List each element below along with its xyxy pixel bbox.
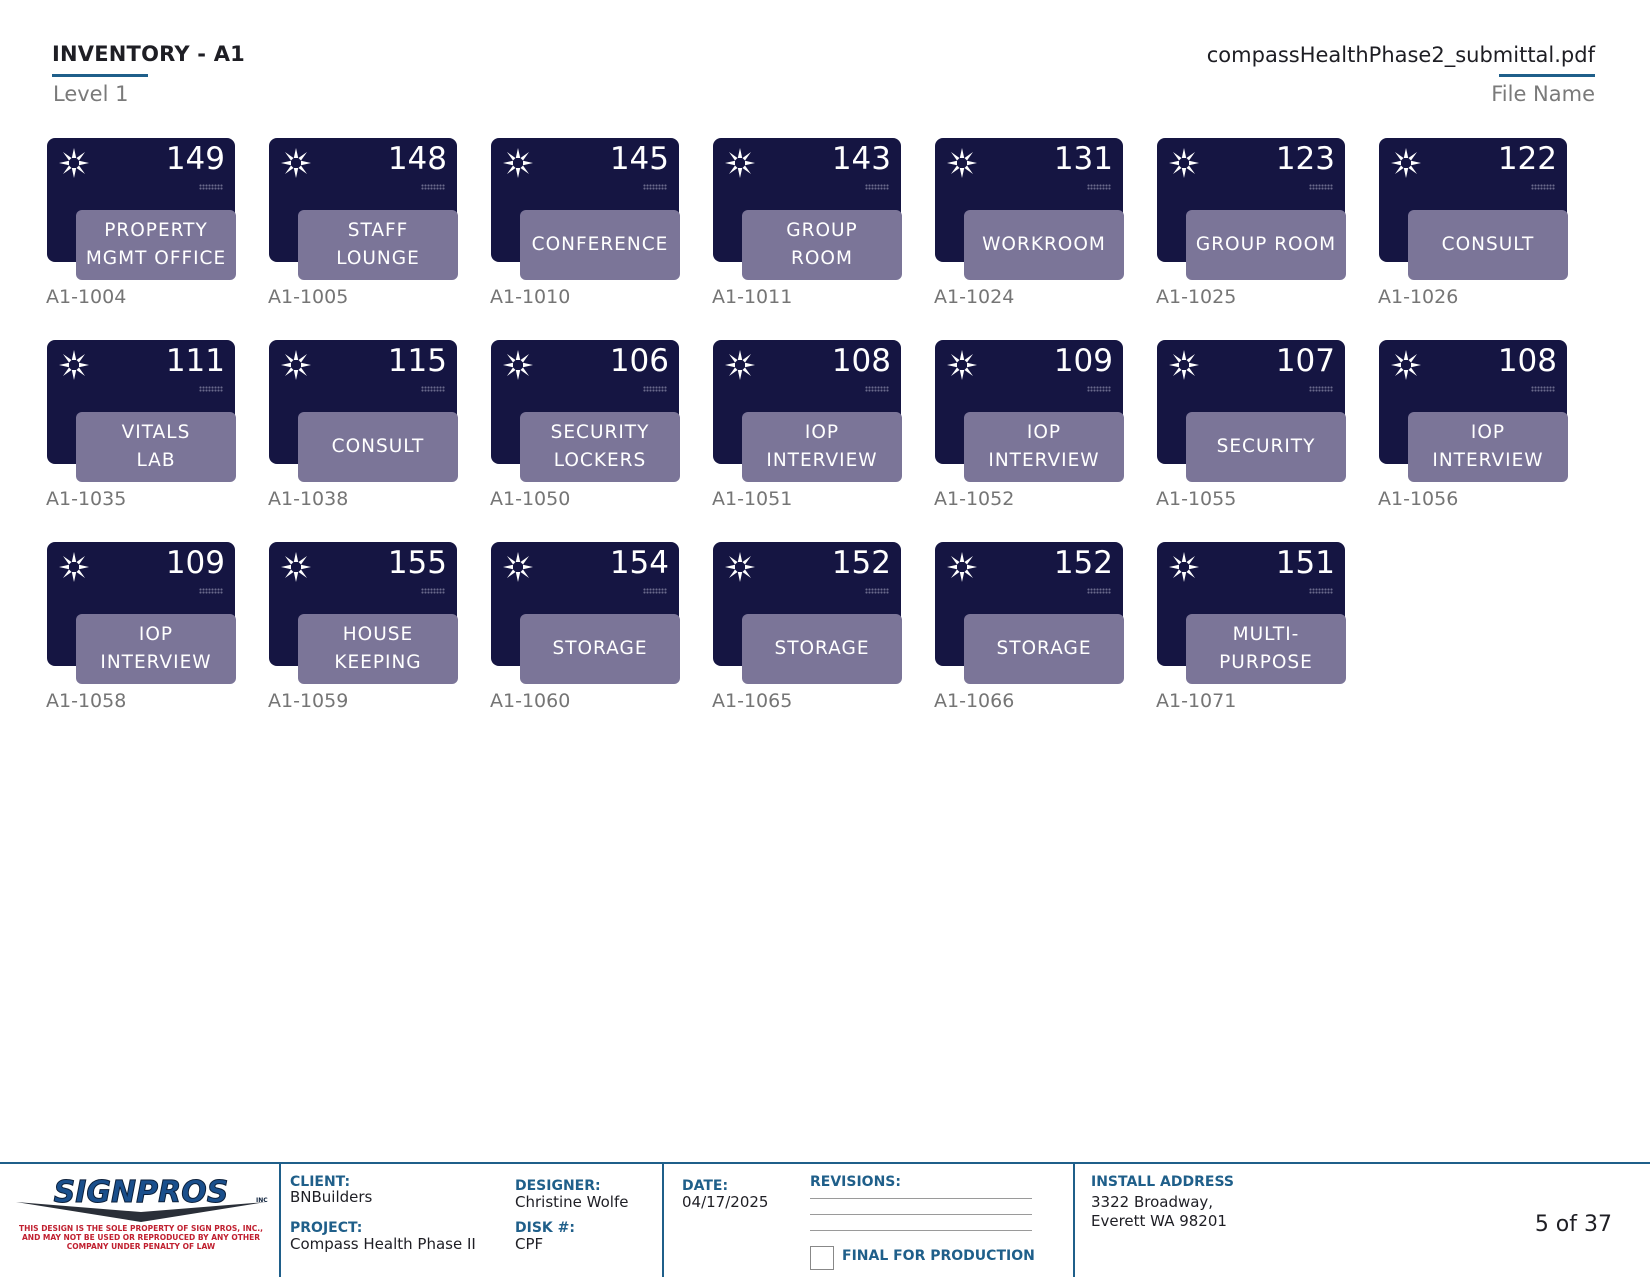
sign-code: A1-1010 [490, 286, 571, 308]
page-subtitle: Level 1 [53, 82, 129, 106]
file-name: compassHealthPhase2_submittal.pdf [1206, 43, 1595, 67]
room-number: 106 [609, 343, 669, 379]
sign-card-a1-1060[interactable] [490, 542, 680, 712]
install-address-line1: 3322 Broadway, [1091, 1193, 1214, 1211]
sign-code: A1-1050 [490, 488, 571, 510]
room-number: 111 [165, 343, 225, 379]
company-logo [10, 1172, 272, 1272]
braille-dots [643, 386, 667, 392]
room-number: 123 [1275, 141, 1335, 177]
page-number: 5 of 37 [1534, 1212, 1612, 1237]
room-number: 143 [831, 141, 891, 177]
final-for-production-checkbox[interactable] [810, 1246, 834, 1270]
room-number: 154 [609, 545, 669, 581]
room-label: IOP INTERVIEW [100, 624, 212, 673]
room-label-panel [1408, 210, 1568, 280]
sign-code: A1-1055 [1156, 488, 1237, 510]
room-label-panel [1186, 614, 1346, 684]
room-label: MULTI- PURPOSE [1219, 624, 1313, 673]
braille-dots [1531, 386, 1555, 392]
sign-code: A1-1071 [1156, 690, 1237, 712]
sign-code: A1-1024 [934, 286, 1015, 308]
room-label-panel [1186, 210, 1346, 280]
braille-dots [199, 588, 223, 594]
sign-code: A1-1005 [268, 286, 349, 308]
room-label-panel [742, 614, 902, 684]
room-label-panel [76, 412, 236, 482]
sign-card-a1-1038[interactable] [268, 340, 458, 510]
braille-dots [1087, 386, 1111, 392]
room-label: SECURITY [1216, 436, 1316, 457]
compass-burst-icon [945, 550, 979, 584]
room-label: GROUP ROOM [1195, 234, 1337, 255]
room-label: SECURITY LOCKERS [550, 422, 650, 471]
revisions-label: REVISIONS: [810, 1174, 901, 1190]
revision-line [810, 1198, 1032, 1199]
sign-card-a1-1065[interactable] [712, 542, 902, 712]
room-label: STAFF LOUNGE [336, 220, 420, 269]
room-label: IOP INTERVIEW [1432, 422, 1544, 471]
sign-card-a1-1051[interactable] [712, 340, 902, 510]
room-label: STORAGE [552, 638, 648, 659]
room-number: 149 [165, 141, 225, 177]
room-number: 152 [831, 545, 891, 581]
braille-dots [199, 386, 223, 392]
designer-label: DESIGNER: [515, 1178, 601, 1194]
sign-code: A1-1026 [1378, 286, 1459, 308]
compass-burst-icon [1167, 348, 1201, 382]
room-label: WORKROOM [982, 234, 1106, 255]
room-label-panel [742, 210, 902, 280]
room-label-panel [520, 614, 680, 684]
braille-dots [1087, 184, 1111, 190]
designer-value: Christine Wolfe [515, 1193, 629, 1211]
sign-code: A1-1051 [712, 488, 793, 510]
svg-text:INC: INC [256, 1197, 268, 1204]
sign-code: A1-1025 [1156, 286, 1237, 308]
svg-text:SIGNPROS: SIGNPROS [53, 1175, 229, 1210]
braille-dots [1309, 386, 1333, 392]
room-label: CONFERENCE [531, 234, 669, 255]
sign-card-a1-1058[interactable] [46, 542, 236, 712]
sign-card-a1-1011[interactable] [712, 138, 902, 308]
sign-card-a1-1005[interactable] [268, 138, 458, 308]
braille-dots [1531, 184, 1555, 190]
project-value: Compass Health Phase II [290, 1235, 476, 1253]
room-number: 151 [1275, 545, 1335, 581]
sign-code: A1-1060 [490, 690, 571, 712]
page-title: INVENTORY - A1 [52, 42, 245, 66]
room-label: IOP INTERVIEW [766, 422, 878, 471]
file-name-underline [1499, 74, 1595, 77]
room-label-panel [298, 210, 458, 280]
sign-code: A1-1004 [46, 286, 127, 308]
compass-burst-icon [501, 550, 535, 584]
sign-card-a1-1004[interactable] [46, 138, 236, 308]
braille-dots [643, 184, 667, 190]
room-number: 115 [387, 343, 447, 379]
room-number: 155 [387, 545, 447, 581]
install-address-label: INSTALL ADDRESS [1091, 1174, 1234, 1190]
date-value: 04/17/2025 [682, 1193, 769, 1211]
compass-burst-icon [57, 550, 91, 584]
sign-code: A1-1035 [46, 488, 127, 510]
disk-label: DISK #: [515, 1220, 575, 1236]
room-number: 108 [831, 343, 891, 379]
room-label-panel [742, 412, 902, 482]
disk-value: CPF [515, 1235, 544, 1253]
compass-burst-icon [279, 348, 313, 382]
room-number: 152 [1053, 545, 1113, 581]
sign-card-a1-1052[interactable] [934, 340, 1124, 510]
room-number: 148 [387, 141, 447, 177]
braille-dots [865, 588, 889, 594]
compass-burst-icon [945, 348, 979, 382]
sign-card-a1-1025[interactable] [1156, 138, 1346, 308]
compass-burst-icon [501, 146, 535, 180]
sign-card-a1-1050[interactable] [490, 340, 680, 510]
room-label-panel [76, 614, 236, 684]
sign-code: A1-1038 [268, 488, 349, 510]
signpros-logo-icon [10, 1172, 272, 1224]
room-number: 109 [165, 545, 225, 581]
sign-code: A1-1058 [46, 690, 127, 712]
braille-dots [1087, 588, 1111, 594]
braille-dots [865, 386, 889, 392]
sign-code: A1-1011 [712, 286, 793, 308]
final-for-production-label: FINAL FOR PRODUCTION [842, 1248, 1035, 1264]
sign-card-a1-1024[interactable] [934, 138, 1124, 308]
divider [662, 1164, 664, 1277]
braille-dots [1309, 588, 1333, 594]
compass-burst-icon [279, 146, 313, 180]
sign-card-a1-1010[interactable] [490, 138, 680, 308]
sign-card-a1-1059[interactable] [268, 542, 458, 712]
room-number: 131 [1053, 141, 1113, 177]
room-label: PROPERTY MGMT OFFICE [85, 220, 227, 269]
sign-code: A1-1052 [934, 488, 1015, 510]
compass-burst-icon [57, 146, 91, 180]
client-label: CLIENT: [290, 1174, 351, 1190]
project-label: PROJECT: [290, 1220, 363, 1236]
sign-code: A1-1065 [712, 690, 793, 712]
title-block-footer [0, 1162, 1650, 1277]
compass-burst-icon [501, 348, 535, 382]
compass-burst-icon [945, 146, 979, 180]
room-number: 109 [1053, 343, 1113, 379]
compass-burst-icon [57, 348, 91, 382]
room-label-panel [1408, 412, 1568, 482]
room-label-panel [964, 412, 1124, 482]
room-label: IOP INTERVIEW [988, 422, 1100, 471]
room-label: GROUP ROOM [786, 220, 858, 269]
compass-burst-icon [1167, 550, 1201, 584]
room-label-panel [76, 210, 236, 280]
sign-code: A1-1059 [268, 690, 349, 712]
sign-card-a1-1055[interactable] [1156, 340, 1346, 510]
compass-burst-icon [723, 550, 757, 584]
room-label: CONSULT [1441, 234, 1535, 255]
ownership-disclaimer: THIS DESIGN IS THE SOLE PROPERTY OF SIGN PROS, INC., AND MAY NOT BE USED OR REPRODUCED BY ANY OTHER COMPANY UNDER PENALTY OF LAW [19, 1224, 263, 1251]
compass-burst-icon [723, 348, 757, 382]
title-underline [52, 74, 148, 77]
revision-line [810, 1214, 1032, 1215]
revision-line [810, 1230, 1032, 1231]
sign-card-a1-1035[interactable] [46, 340, 236, 510]
compass-burst-icon [723, 146, 757, 180]
file-name-label: File Name [1491, 82, 1595, 106]
sign-code: A1-1066 [934, 690, 1015, 712]
room-number: 145 [609, 141, 669, 177]
room-label: STORAGE [774, 638, 870, 659]
room-label-panel [964, 210, 1124, 280]
room-label: STORAGE [996, 638, 1092, 659]
braille-dots [865, 184, 889, 190]
room-number: 122 [1497, 141, 1557, 177]
sign-code: A1-1056 [1378, 488, 1459, 510]
room-label: HOUSE KEEPING [334, 624, 422, 673]
room-label-panel [298, 614, 458, 684]
compass-burst-icon [1167, 146, 1201, 180]
braille-dots [421, 386, 445, 392]
room-label-panel [298, 412, 458, 482]
date-label: DATE: [682, 1178, 729, 1194]
client-value: BNBuilders [290, 1188, 373, 1206]
compass-burst-icon [279, 550, 313, 584]
sign-card-a1-1066[interactable] [934, 542, 1124, 712]
braille-dots [421, 588, 445, 594]
room-number: 107 [1275, 343, 1335, 379]
braille-dots [421, 184, 445, 190]
sign-card-a1-1056[interactable] [1378, 340, 1568, 510]
sign-card-a1-1071[interactable] [1156, 542, 1346, 712]
room-label-panel [520, 412, 680, 482]
room-label-panel [1186, 412, 1346, 482]
room-label-panel [520, 210, 680, 280]
install-address-line2: Everett WA 98201 [1091, 1212, 1227, 1230]
compass-burst-icon [1389, 348, 1423, 382]
compass-burst-icon [1389, 146, 1423, 180]
room-number: 108 [1497, 343, 1557, 379]
braille-dots [1309, 184, 1333, 190]
divider [1073, 1164, 1075, 1277]
room-label-panel [964, 614, 1124, 684]
sign-card-a1-1026[interactable] [1378, 138, 1568, 308]
braille-dots [199, 184, 223, 190]
room-label: VITALS LAB [121, 422, 191, 471]
braille-dots [643, 588, 667, 594]
divider [279, 1164, 281, 1277]
room-label: CONSULT [331, 436, 425, 457]
